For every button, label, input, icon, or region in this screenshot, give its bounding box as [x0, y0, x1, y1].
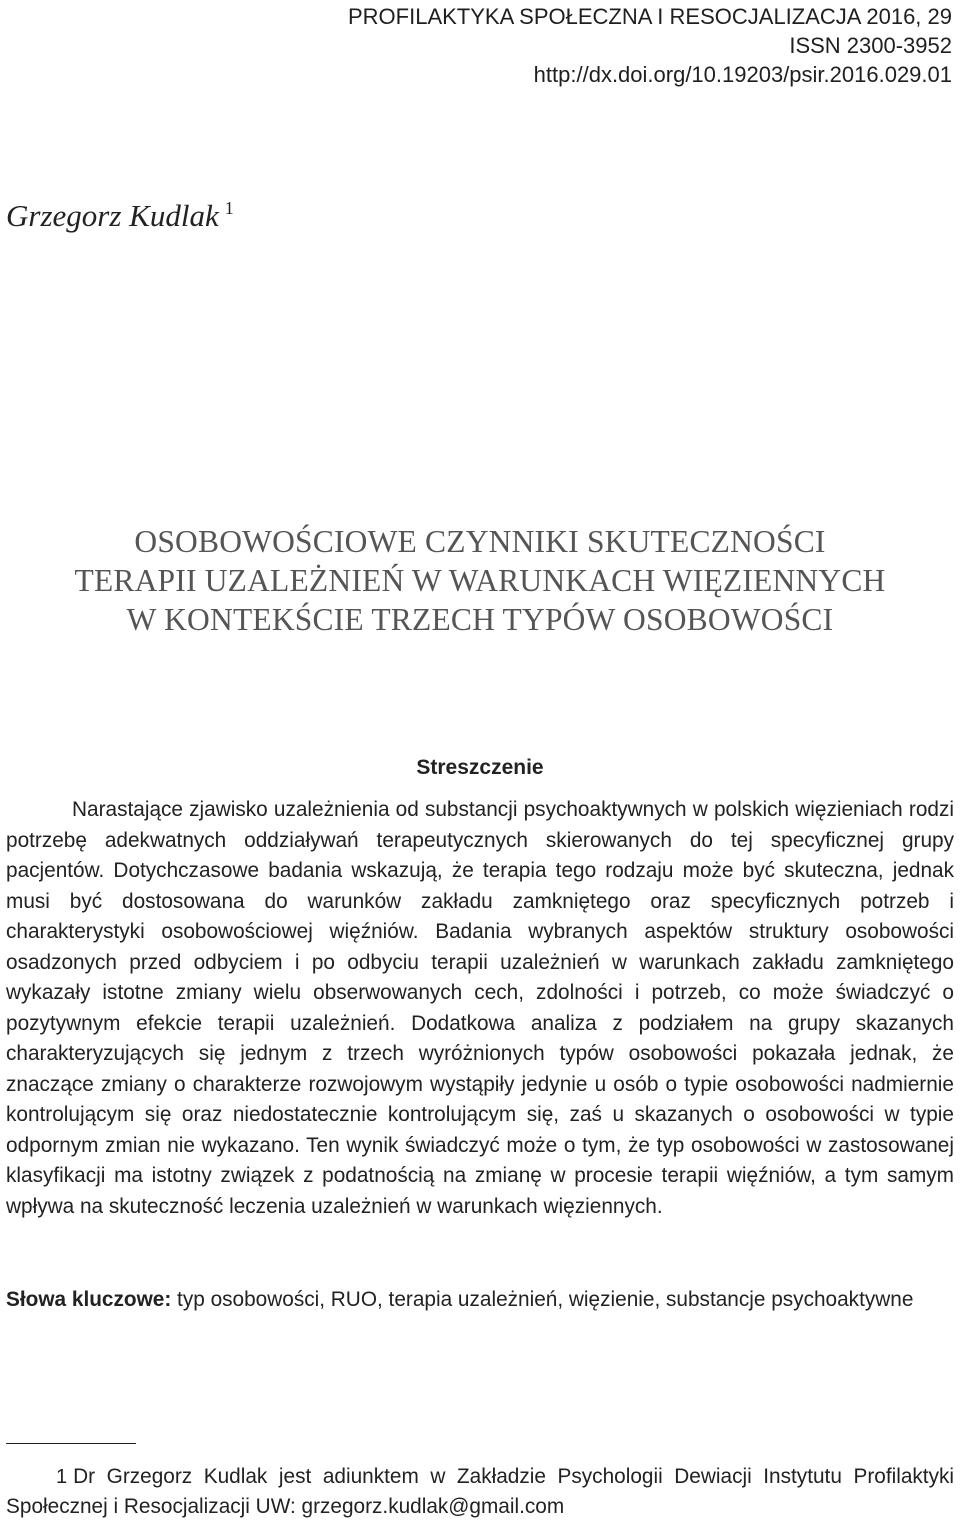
footnote: [6, 1462, 954, 1522]
doi-link[interactable]: http://dx.doi.org/10.19203/psir.2016.029.01: [533, 62, 952, 87]
journal-header: [348, 2, 952, 89]
footnote-text: Dr Grzegorz Kudlak jest adiunktem w Zakładzie Psychologii Dewiacji Instytutu Profilaktyki Społecznej i Resocjalizacji UW: grzegorz.kudlak@gmail.com: [6, 1465, 954, 1518]
journal-title: PROFILAKTYKA SPOŁECZNA I RESOCJALIZACJA 2016, 29: [347, 4, 952, 29]
footnote-divider: [6, 1443, 136, 1444]
issn: ISSN 2300-3952: [789, 33, 952, 58]
author-footnote-ref[interactable]: 1: [224, 198, 234, 218]
title-line-1: OSOBOWOŚCIOWE CZYNNIKI SKUTECZNOŚCI: [134, 524, 826, 559]
abstract-text: Narastające zjawisko uzależnienia od substancji psychoaktywnych w polskich więzieniach rodzi potrzebę adekwatnych oddziaływań terapeutycznych skierowanych do tej specyficznej grupy pacjentów. Dotychczasowe badania wskazują, że terapia tego rodzaju może być skuteczna, jednak musi być dostosowana do warunków zakładu zamkniętego oraz specyficznych potrzeb i charakterystyki osobowościowej więźniów. Badania wybranych aspektów struktury osobowości osadzonych przed odbyciem i po odbyciu terapii uzależnień w warunkach zakładu zamkniętego wykazały istotne zmiany wielu obserwowanych cech, zdolności i potrzeb, co może świadczyć o pozytywnym efekcie terapii uzależnień. Dodatkowa analiza z podziałem na grupy skazanych charakteryzujących się jednym z trzech wyróżnionych typów osobowości pokazała jednak, że znaczące zmiany o charakterze rozwojowym wystąpiły jedynie u osób o typie osobowości nadmiernie kontrolującym się oraz niedostatecznie kontrolującym się, zaś u skazanych o osobowości w typie odpornym zmian nie wykazano. Ten wynik świadczyć może o tym, że typ osobowości w zastosowanej klasyfikacji ma istotny związek z podatnością na zmianę w procesie terapii więźniów, a tym samym wpływa na skuteczność leczenia uzależnień w warunkach więziennych.: [6, 798, 954, 1218]
title-line-2: TERAPII UZALEŻNIEŃ W WARUNKACH WIĘZIENNYCH: [74, 563, 886, 598]
article-title: [0, 522, 960, 639]
footnote-mark: 1: [56, 1466, 68, 1488]
author-line: [6, 190, 234, 234]
title-line-3: W KONTEKŚCIE TRZECH TYPÓW OSOBOWOŚCI: [126, 602, 834, 637]
author-name: Grzegorz Kudlak: [6, 198, 219, 233]
abstract-heading: Streszczenie: [416, 756, 544, 779]
keywords-paragraph: [6, 1284, 954, 1315]
keywords-label: Słowa kluczowe:: [6, 1288, 172, 1311]
keywords-list: typ osobowości, RUO, terapia uzależnień, więzienie, substancje psychoaktywne: [177, 1288, 914, 1311]
